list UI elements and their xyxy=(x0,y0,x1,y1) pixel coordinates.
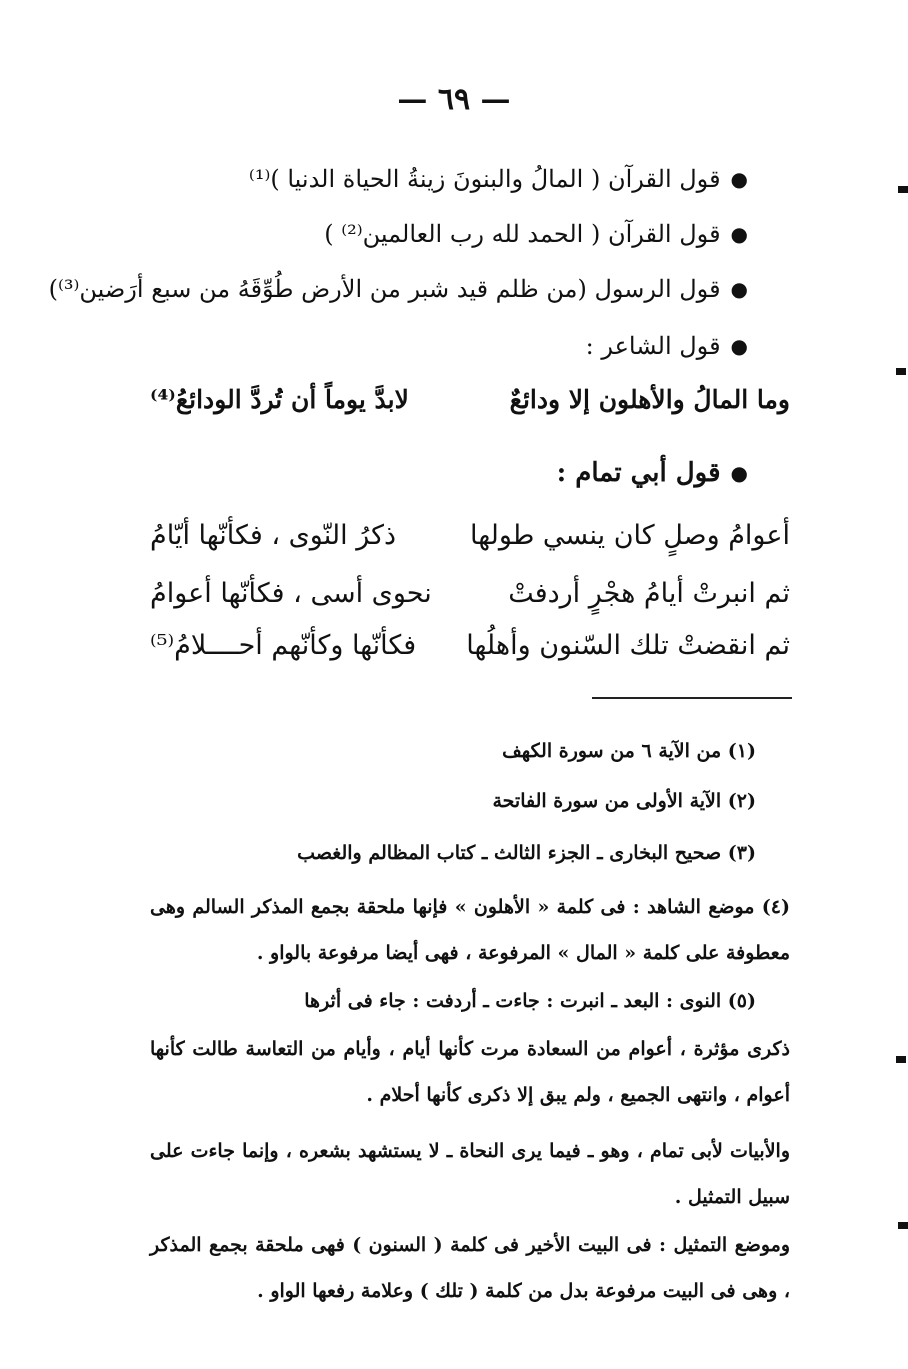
bullet-icon: ● xyxy=(730,277,748,301)
scan-edge-mark xyxy=(896,368,906,375)
verse-second-hemistich: فكأنّها وكأنّهم أحــــلامُ⁽⁵⁾ xyxy=(150,630,417,661)
verse-second-hemistich: ذكرُ النّوى ، فكأنّها أيّامُ xyxy=(150,520,396,551)
verse-first-hemistich: ثم انبرتْ أيامُ هجْرٍ أردفتْ xyxy=(508,578,790,609)
scan-edge-mark xyxy=(898,186,908,193)
footnote: (٢) الآية الأولى من سورة الفاتحة xyxy=(492,790,756,812)
footnote: (١) من الآية ٦ من سورة الكهف xyxy=(502,740,756,762)
list-item xyxy=(324,220,748,248)
citation-text: قول الرسول (من ظلم قيد شبر من الأرض طُوِّقَهُ من سبع أرَضين⁽³⁾) xyxy=(48,275,721,303)
bullet-icon: ● xyxy=(730,461,748,485)
verse-second-hemistich: نحوى أسى ، فكأنّها أعوامُ xyxy=(150,578,432,609)
list-item xyxy=(49,275,748,303)
verse-line xyxy=(150,578,790,626)
footnote: (٤) موضع الشاهد : فى كلمة « الأهلون » فإنها ملحقة بجمع المذكر السالم وهى معطوفة على كلمة « المال » المرفوعة ، فهى أيضا مرفوعة بالواو . xyxy=(150,896,790,964)
verse-line xyxy=(150,385,790,433)
list-item xyxy=(557,458,748,488)
footnote-divider xyxy=(592,697,792,699)
list-item xyxy=(586,332,748,360)
footnote-paragraph: ذكرى مؤثرة ، أعوام من السعادة مرت كأنها أيام ، وأيام من التعاسة طالت كأنها أعوام ، وانتهى الجميع ، ولم يبق إلا ذكرى كأنها أحلام . xyxy=(150,1038,790,1106)
bullet-icon: ● xyxy=(730,167,748,191)
footnote: (٣) صحيح البخارى ـ الجزء الثالث ـ كتاب المظالم والغصب xyxy=(297,842,756,864)
citation-text: قول القرآن ( الحمد لله رب العالمين⁽²⁾ ) xyxy=(324,220,721,248)
citation-text: قول القرآن ( المالُ والبنونَ زينةُ الحياة الدنيا )⁽¹⁾ xyxy=(248,165,721,193)
verse-second-hemistich: لابدَّ يوماً أن تُردَّ الودائعُ⁽⁴⁾ xyxy=(150,385,409,414)
verse-first-hemistich: ثم انقضتْ تلك السّنون وأهلُها xyxy=(466,630,790,661)
bullet-icon: ● xyxy=(730,222,748,246)
verse-first-hemistich: وما المالُ والأهلون إلا ودائعٌ xyxy=(509,385,790,414)
footnote: (٥) النوى : البعد ـ انبرت : جاءت ـ أردفت : جاء فى أثرها xyxy=(304,990,756,1012)
verse-line xyxy=(150,520,790,568)
verse-line xyxy=(150,630,790,678)
scan-edge-mark xyxy=(898,1222,908,1229)
footnote-paragraph: وموضع التمثيل : فى البيت الأخير فى كلمة ( السنون ) فهى ملحقة بجمع المذكر ، وهى فى البيت مرفوعة بدل من كلمة ( تلك ) وعلامة رفعها الواو . xyxy=(150,1234,790,1302)
citation-text: قول الشاعر : xyxy=(585,332,721,360)
footnote-paragraph: والأبيات لأبى تمام ، وهو ـ فيما يرى النحاة ـ لا يستشهد بشعره ، وإنما جاءت على سبيل التمثيل . xyxy=(150,1140,790,1208)
bullet-icon: ● xyxy=(730,334,748,358)
citation-text: قول أبي تمام : xyxy=(556,458,721,488)
verse-first-hemistich: أعوامُ وصلٍ كان ينسي طولها xyxy=(469,520,790,551)
page-number: — ٦٩ — xyxy=(397,82,511,117)
list-item xyxy=(249,165,748,193)
scan-edge-mark xyxy=(896,1056,906,1063)
